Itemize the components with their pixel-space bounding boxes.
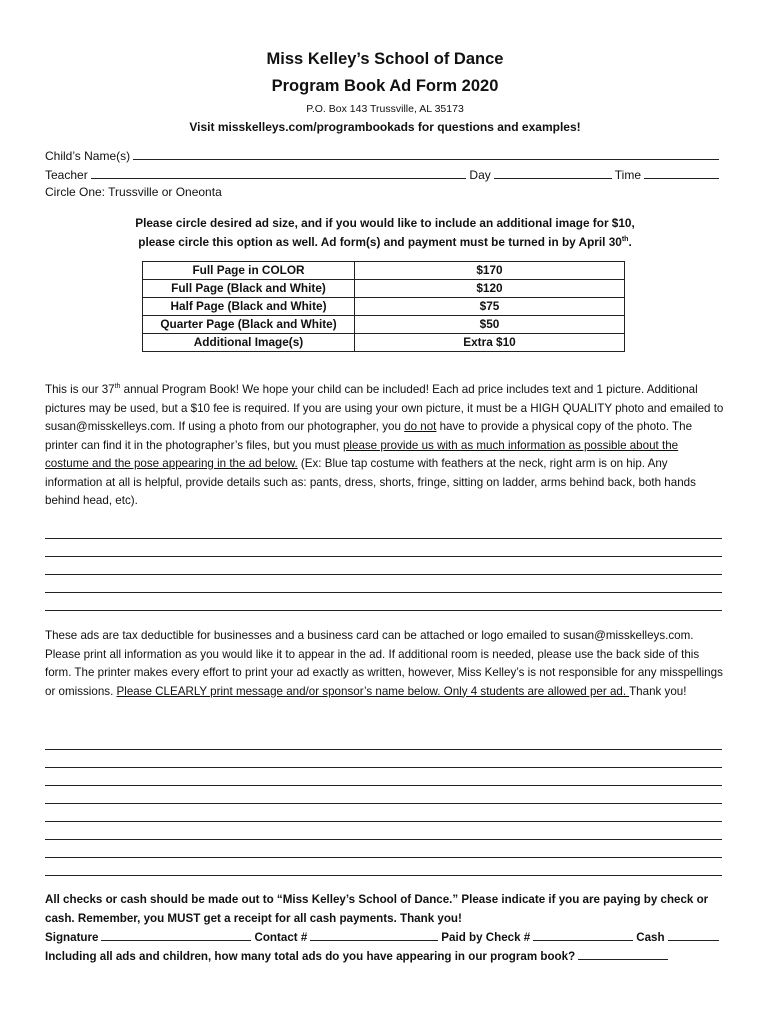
- ad-message-lines: [45, 732, 722, 876]
- paragraph1-text-a: This is our 37: [45, 383, 115, 396]
- writing-line[interactable]: [45, 521, 722, 539]
- writing-line[interactable]: [45, 593, 722, 611]
- instruction-line2-text: please circle this option as well. Ad form(s) and payment must be turned in by April 30: [138, 235, 622, 249]
- teacher-row: [45, 167, 722, 182]
- signature-label: Signature: [45, 931, 99, 944]
- price-row[interactable]: [143, 280, 625, 298]
- time-label: Time: [614, 168, 641, 182]
- paragraph2-underline: Please CLEARLY print message and/or sponsor’s name below. Only 4 students are allowed per ad.: [116, 684, 630, 698]
- location-row: [45, 185, 722, 199]
- price-row[interactable]: [143, 316, 625, 334]
- writing-line[interactable]: [45, 858, 722, 876]
- ad-size-option[interactable]: Full Page (Black and White): [143, 280, 355, 298]
- teacher-label: Teacher: [45, 168, 88, 182]
- check-label: Paid by Check #: [441, 931, 531, 944]
- price-row[interactable]: [143, 298, 625, 316]
- paragraph2-text-b: Thank you!: [629, 684, 687, 698]
- ad-size-option[interactable]: Additional Image(s): [143, 334, 355, 352]
- writing-line[interactable]: [45, 539, 722, 557]
- website-note: Visit misskelleys.com/programbookads for questions and examples!: [189, 120, 581, 134]
- ad-size-option[interactable]: Quarter Page (Black and White): [143, 316, 355, 334]
- paragraph2-text-a: These ads are tax deductible for businesses and a business card can be attached or logo emailed to susan@misskelleys.com. Please print all information as you would like it to appear in the ad. If additional room is needed, please use the back side of this form. The printer makes every effort to print your ad exactly as written, however, Miss Kelley’s is not responsible for any misspellings or omissions.: [45, 629, 723, 698]
- ad-size-option[interactable]: Full Page in COLOR: [143, 262, 355, 280]
- writing-line[interactable]: [45, 750, 722, 768]
- teacher-field[interactable]: [91, 167, 467, 179]
- writing-line[interactable]: [45, 768, 722, 786]
- instruction-line2-end: .: [628, 235, 632, 249]
- signature-row: [45, 929, 722, 944]
- ad-size-instructions: [0, 214, 770, 252]
- ad-price: $120: [355, 280, 625, 298]
- ad-size-option[interactable]: Half Page (Black and White): [143, 298, 355, 316]
- tax-deductible-paragraph: [45, 627, 725, 701]
- time-field[interactable]: [644, 167, 719, 179]
- cash-field[interactable]: [668, 929, 719, 941]
- writing-line[interactable]: [45, 840, 722, 858]
- paragraph1-text-c: have to provide a physical copy of the photo. The printer can find it in the photographer’s files, but you must: [45, 420, 693, 452]
- signature-field[interactable]: [101, 929, 251, 941]
- child-name-row: [45, 148, 722, 163]
- paragraph1-underline-info-request: please provide us with as much information as possible about the costume and the pose appearing in the ad below.: [45, 438, 679, 470]
- ad-price: $50: [355, 316, 625, 334]
- writing-line[interactable]: [45, 822, 722, 840]
- instruction-superscript: th: [621, 236, 629, 244]
- total-ads-question: Including all ads and children, how many total ads do you have appearing in our program book?: [45, 950, 576, 963]
- costume-description-lines: [45, 521, 722, 611]
- writing-line[interactable]: [45, 804, 722, 822]
- ad-price: $170: [355, 262, 625, 280]
- price-table: [142, 261, 625, 352]
- payment-instructions: All checks or cash should be made out to “Miss Kelley’s School of Dance.” Please indicate if you are paying by check or cash. Remember, you MUST get a receipt for all cash payments. Thank you!: [45, 893, 709, 925]
- cash-label: Cash: [636, 931, 665, 944]
- instruction-line2: [0, 233, 770, 252]
- writing-line[interactable]: [45, 557, 722, 575]
- paragraph1-superscript: th: [114, 383, 121, 391]
- paragraph1-underline-do-not: do not: [404, 420, 437, 433]
- writing-line[interactable]: [45, 786, 722, 804]
- paragraph1-text-b: annual Program Book! We hope your child can be included! Each ad price includes text and 1 picture. Additional pictures may be used, but a $10 fee is required. If you are using your own picture, it must be a HIGH QUALITY photo and emailed to susan@misskelleys.com. If using a photo from our photographer, you: [45, 383, 724, 433]
- day-field[interactable]: [494, 167, 612, 179]
- ad-price: $75: [355, 298, 625, 316]
- total-ads-field[interactable]: [578, 948, 668, 960]
- form-title-line2: Program Book Ad Form 2020: [271, 77, 499, 95]
- total-ads-row: [45, 948, 722, 963]
- mailing-address: P.O. Box 143 Trussville, AL 35173: [306, 103, 464, 115]
- price-row[interactable]: [143, 334, 625, 352]
- writing-line[interactable]: [45, 732, 722, 750]
- writing-line[interactable]: [45, 575, 722, 593]
- price-row[interactable]: [143, 262, 625, 280]
- child-name-label: Child’s Name(s): [45, 149, 131, 163]
- day-label: Day: [469, 168, 491, 182]
- instruction-line1: Please circle desired ad size, and if you would like to include an additional image for $10,: [135, 216, 635, 230]
- program-book-paragraph: [45, 381, 725, 511]
- contact-field[interactable]: [310, 929, 438, 941]
- contact-label: Contact #: [254, 931, 308, 944]
- ad-price: Extra $10: [355, 334, 625, 352]
- circle-one-location[interactable]: Circle One: Trussville or Oneonta: [45, 185, 222, 199]
- child-name-field[interactable]: [133, 148, 719, 160]
- check-number-field[interactable]: [533, 929, 633, 941]
- form-title-line1: Miss Kelley’s School of Dance: [266, 50, 504, 68]
- paragraph1-text-d: (Ex: Blue tap costume with feathers at the neck, right arm is on hip. Any information at all is helpful, provide details such as: pants, dress, shorts, fringe, sitting on ladder, arms behind back, both hands behind head, etc).: [45, 457, 696, 507]
